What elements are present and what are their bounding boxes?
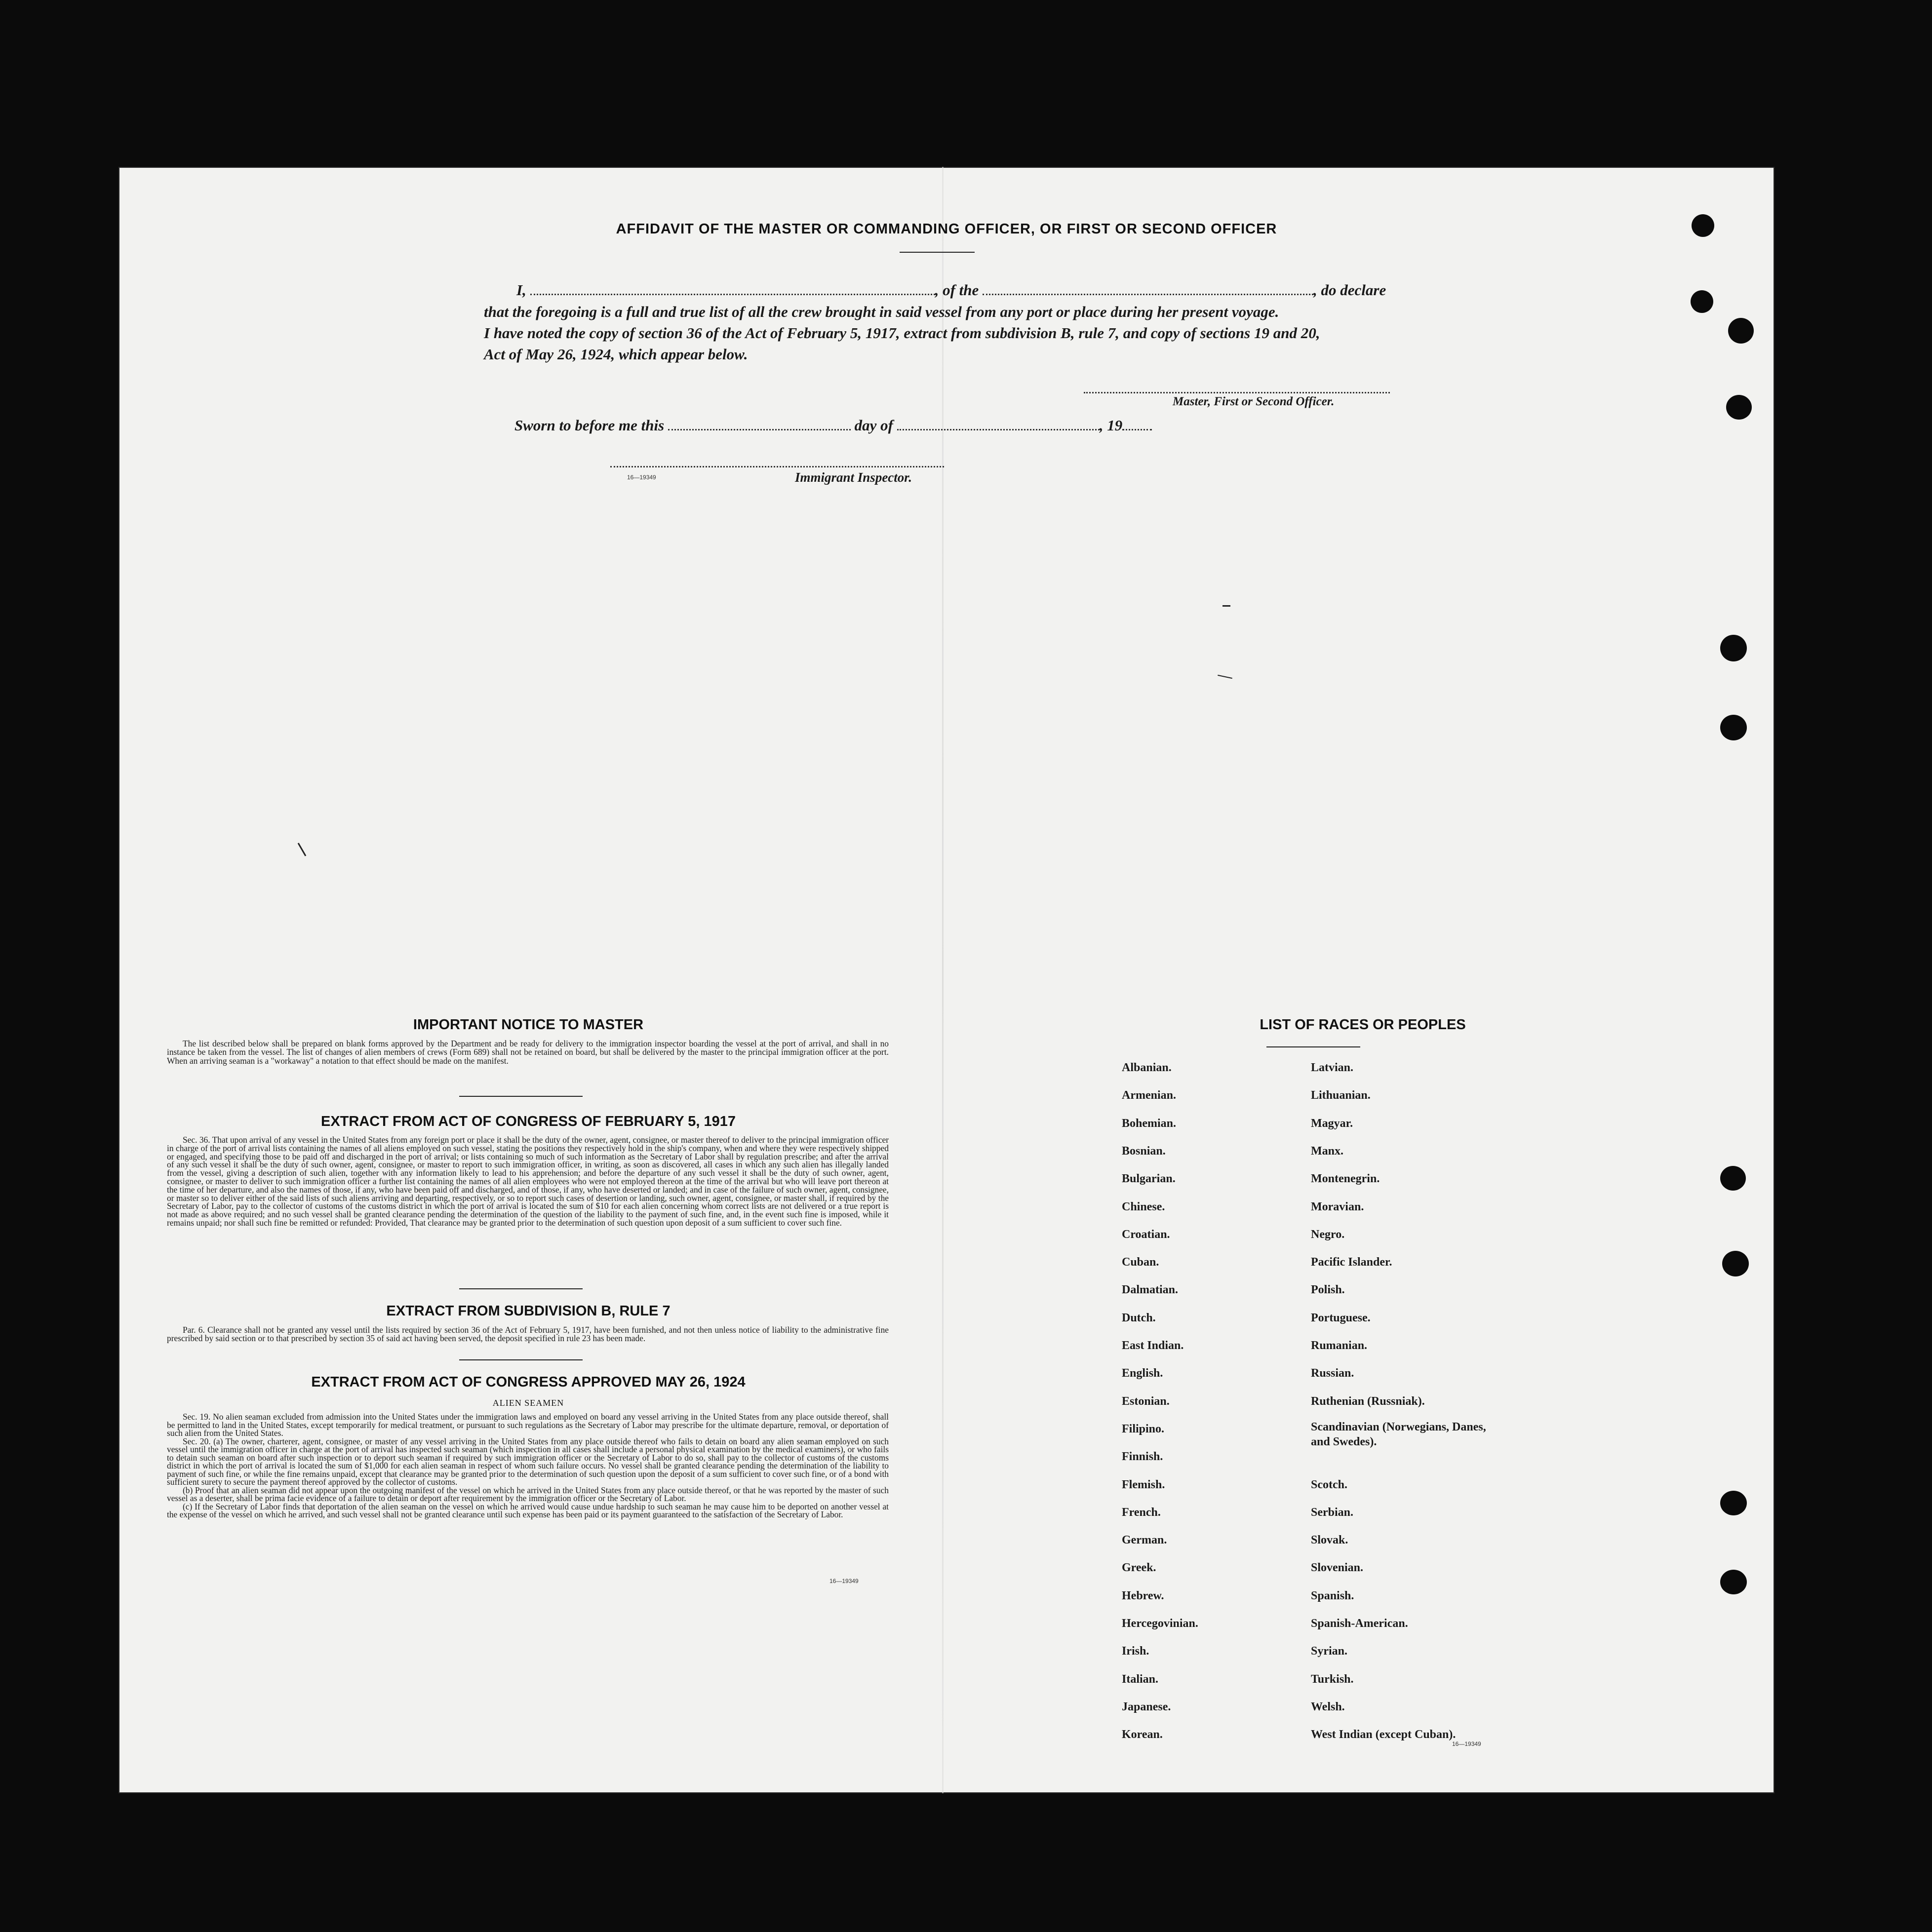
rule-7-title: EXTRACT FROM SUBDIVISION B, RULE 7	[386, 1303, 670, 1319]
race-item: Korean.	[1122, 1728, 1163, 1741]
extract-1924-title: EXTRACT FROM ACT OF CONGRESS APPROVED MAY 26, 1924	[311, 1374, 746, 1390]
race-item: Filipino.	[1122, 1422, 1165, 1435]
par-6-paragraph: Par. 6. Clearance shall not be granted any vessel until the lists required by section 36 of the Act of February 5, 1917, have been furnished, and not then unless notice of liability to the administrative fine prescribed by said section or to that prescribed by section 35 of said act having been served, the deposit specified in rule 23 has been made.	[167, 1325, 889, 1344]
race-item: Latvian.	[1311, 1061, 1354, 1074]
section-20c-paragraph: (c) If the Secretary of Labor finds that deportation of the alien seaman on the vessel on which he arrived would cause undue hardship to such seaman he may cause him to be deported on another vessel at the expense of the vessel on which he arrived, and such vessel shall not be granted clearance until such expense has been paid or its payment guaranteed to the satisfaction of the Secretary of Labor.	[167, 1501, 889, 1519]
sworn-line	[514, 417, 1152, 434]
sworn-month-blank[interactable]	[897, 420, 1100, 430]
race-item: Welsh.	[1311, 1700, 1345, 1713]
race-item: Spanish-American.	[1311, 1617, 1408, 1630]
film-speck	[1222, 605, 1230, 607]
vessel-blank[interactable]	[983, 285, 1313, 295]
extract-1917-text	[167, 1136, 889, 1227]
race-item: Magyar.	[1311, 1117, 1353, 1130]
race-item: French.	[1122, 1506, 1161, 1519]
race-item: Spanish.	[1311, 1589, 1354, 1602]
inspector-label: Immigrant Inspector.	[795, 470, 912, 485]
race-item: Russian.	[1311, 1367, 1354, 1380]
punch-hole	[1726, 395, 1752, 420]
year-text: , 19	[1099, 417, 1123, 434]
punch-hole	[1692, 214, 1714, 237]
affidavit-line-2: that the foregoing is a full and true list of all the crew brought in said vessel from any port or place during her present voyage.	[484, 303, 1279, 320]
affidavit-i: I,	[516, 281, 526, 299]
race-item: Bohemian.	[1122, 1117, 1177, 1130]
rule-7-text	[167, 1326, 889, 1343]
race-item: Estonian.	[1122, 1394, 1170, 1408]
race-item: Flemish.	[1122, 1478, 1165, 1491]
name-blank[interactable]	[530, 285, 935, 295]
punch-hole	[1728, 318, 1754, 344]
master-signature-line[interactable]	[1084, 392, 1390, 393]
section-19-paragraph: Sec. 19. No alien seaman excluded from admission into the United States under the immigration laws and employed on board any vessel arriving in the United States from any place outside thereof, shall be permitted to land in the United States, except temporarily for medical treatment, or pursuant to such regulations as the Secretary of Labor may prescribe for the ultimate departure, removal, or deportation of such alien from the United States.	[167, 1412, 889, 1438]
title-rule	[900, 252, 975, 253]
race-item: Negro.	[1311, 1228, 1345, 1241]
extract-1917-title: EXTRACT FROM ACT OF CONGRESS OF FEBRUARY 5, 1917	[320, 1114, 736, 1129]
extract-1924-text	[167, 1413, 889, 1519]
race-item: Hebrew.	[1122, 1589, 1164, 1602]
inspector-signature-line[interactable]	[610, 466, 944, 467]
race-item: Scotch.	[1311, 1478, 1347, 1491]
race-item: Italian.	[1122, 1672, 1159, 1686]
affidavit-form-number: 16—19349	[627, 474, 656, 481]
rule-7-rule	[459, 1359, 583, 1360]
race-item: Lithuanian.	[1311, 1089, 1371, 1102]
race-item: English.	[1122, 1367, 1163, 1380]
extract-1917-rule	[459, 1288, 583, 1289]
race-item: Manx.	[1311, 1144, 1343, 1158]
day-of-text: day of	[854, 417, 893, 434]
race-item: Bulgarian.	[1122, 1172, 1176, 1186]
punch-hole	[1720, 635, 1747, 661]
affidavit-of-the: , of the	[935, 281, 979, 299]
race-item: Japanese.	[1122, 1700, 1171, 1713]
race-item: Slovak.	[1311, 1534, 1348, 1547]
punch-hole	[1722, 1251, 1749, 1276]
race-item: Cuban.	[1122, 1256, 1159, 1269]
race-item: Montenegrin.	[1311, 1172, 1380, 1186]
race-item: Pacific Islander.	[1311, 1256, 1392, 1269]
affidavit-declare: , do declare	[1313, 281, 1386, 299]
race-item: Polish.	[1311, 1283, 1345, 1297]
race-item: Finnish.	[1122, 1450, 1163, 1464]
punch-hole	[1720, 1491, 1747, 1515]
race-item: Croatian.	[1122, 1228, 1170, 1241]
races-rule	[1266, 1046, 1360, 1047]
document-page	[118, 167, 1774, 1793]
race-item: West Indian (except Cuban).	[1311, 1728, 1456, 1741]
section-36-paragraph: Sec. 36. That upon arrival of any vessel in the United States from any foreign port or place it shall be the duty of the owner, agent, consignee, or master thereof to deliver to the principal immigration officer in charge of the port of arrival lists containing the names of all aliens employed on such vessel, stating the positions they respectively hold in the ship's company, when and where they were respectively shipped or engaged, and specifying those to be paid off and discharged in the port of arrival; or lists containing so much of such information as the Secretary of Labor shall by regulation prescribe; and after the arrival of any such vessel it shall be the duty of such owner, agent, consignee, or master to report to such immigration officer, in writing, as soon as discovered, all cases in which any such alien has illegally landed from the vessel, giving a description of such alien, together with any information likely to lead to his apprehension; and before the departure of any such vessel it shall be the duty of such owner, agent, consignee, or master to deliver to such immigration officer a further list containing the names of all alien employees who were not employed thereon at the time of the arrival but who will leave port thereon at the time of her departure, and also the names of those, if any, who have been paid off and discharged, and of those, if any, who have deserted or landed; and in case of the failure of such owner, agent, consignee, or master so to deliver either of the said lists of such aliens arriving and departing, respectively, or so to report such cases of desertion or landing, such owner, agent, consignee, or master shall, if required by the Secretary of Labor, pay to the collector of customs of the customs district in which the port of arrival is located the sum of $10 for each alien concerning whom correct lists are not delivered or a true report is not made as above required; and no such vessel shall be granted clearance pending the determination of the question of the liability to the payment of such fine, and, in the event such fine is imposed, while it remains unpaid; nor shall such fine be remitted or refunded: Provided, That clearance may be granted prior to the determination of such question upon deposit of a sum sufficient to cover such fine.	[167, 1135, 889, 1228]
race-item: Syrian.	[1311, 1645, 1348, 1658]
race-item: Albanian.	[1122, 1061, 1172, 1074]
affidavit-title: AFFIDAVIT OF THE MASTER OR COMMANDING OFFICER, OR FIRST OR SECOND OFFICER	[616, 221, 1277, 237]
affidavit-line-1	[516, 281, 1386, 299]
page-fold	[942, 167, 944, 1793]
race-item: Hercegovinian.	[1122, 1617, 1198, 1630]
race-item: Dalmatian.	[1122, 1283, 1178, 1297]
section-20b-paragraph: (b) Proof that an alien seaman did not appear upon the outgoing manifest of the vessel on which he arrived in the United States from any place outside thereof, or that he was reported by the master of such vessel as a deserter, shall be prima facie evidence of a failure to detain or deport after requirement by the immigration officer or the Secretary of Labor.	[167, 1485, 889, 1503]
race-item: Armenian.	[1122, 1089, 1176, 1102]
affidavit-line-4: Act of May 26, 1924, which appear below.	[484, 346, 748, 363]
race-item: Dutch.	[1122, 1311, 1156, 1324]
punch-hole	[1691, 290, 1713, 313]
punch-hole	[1720, 1570, 1747, 1594]
race-item: East Indian.	[1122, 1339, 1184, 1352]
race-item: Greek.	[1122, 1561, 1156, 1575]
race-item: Slovenian.	[1311, 1561, 1364, 1575]
sworn-text: Sworn to before me this	[514, 417, 665, 434]
notice-text	[167, 1040, 889, 1065]
notice-rule	[459, 1096, 583, 1097]
notice-paragraph: The list described below shall be prepared on blank forms approved by the Department and be ready for delivery to the immigration inspector boarding the vessel at the port of arrival, and shall in no instance be taken from the vessel. The list of changes of alien members of crews (Form 689) shall not be retained on board, but shall be delivered by the master to the principal immigration officer at the port. When an arriving seaman is a "workaway" a notation to that effect should be made on the manifest.	[167, 1039, 889, 1066]
race-item: Rumanian.	[1311, 1339, 1368, 1352]
race-item: Turkish.	[1311, 1672, 1354, 1686]
notice-title: IMPORTANT NOTICE TO MASTER	[413, 1017, 644, 1033]
race-item: Serbian.	[1311, 1506, 1354, 1519]
race-item: Portuguese.	[1311, 1311, 1371, 1324]
race-item: Scandinavian (Norwegians, Danes, and Swedes).	[1311, 1420, 1486, 1448]
race-item: Ruthenian (Russniak).	[1311, 1394, 1425, 1408]
race-item: Bosnian.	[1122, 1144, 1166, 1158]
sworn-year-blank[interactable]	[1122, 420, 1152, 430]
affidavit-line-3: I have noted the copy of section 36 of the Act of February 5, 1917, extract from subdivision B, rule 7, and copy of sections 19 and 20,	[484, 324, 1320, 342]
races-form-number: 16—19349	[1452, 1740, 1481, 1747]
master-label: Master, First or Second Officer.	[1173, 395, 1335, 408]
punch-hole	[1720, 715, 1747, 740]
section-20a-paragraph: Sec. 20. (a) The owner, charterer, agent, consignee, or master of any vessel arriving in the United States from any place outside thereof who fails to detain on board any alien seaman employed on such vessel until the immigration officer in charge at the port of arrival has inspected such seaman (which inspection in all cases shall include a personal physical examination by the medical examiners), or who fails to detain such seaman on board after such inspection or to deport such seaman if required by such immigration officer or the Secretary of Labor to do so, shall pay to the collector of customs of the customs district in which the port of arrival is located the sum of $1,000 for each alien seaman in respect of whom such failure occurs. No vessel shall be granted clearance pending the determination of the liability to payment of such fine, or while the fine remains unpaid, except that clearance may be granted prior to the determination of such question upon the deposit of a sum sufficient to cover such fine, or of a bond with sufficient surety to secure the payment thereof approved by the collector of customs.	[167, 1436, 889, 1487]
sworn-day-blank[interactable]	[668, 420, 851, 430]
extract-form-number: 16—19349	[829, 1578, 859, 1584]
punch-hole	[1720, 1166, 1746, 1191]
race-item: Moravian.	[1311, 1200, 1364, 1213]
race-item: Chinese.	[1122, 1200, 1165, 1213]
alien-seamen-subtitle: ALIEN SEAMEN	[492, 1398, 564, 1408]
race-item: Irish.	[1122, 1645, 1149, 1658]
race-item: German.	[1122, 1534, 1167, 1547]
races-title: LIST OF RACES OR PEOPLES	[1260, 1017, 1466, 1033]
